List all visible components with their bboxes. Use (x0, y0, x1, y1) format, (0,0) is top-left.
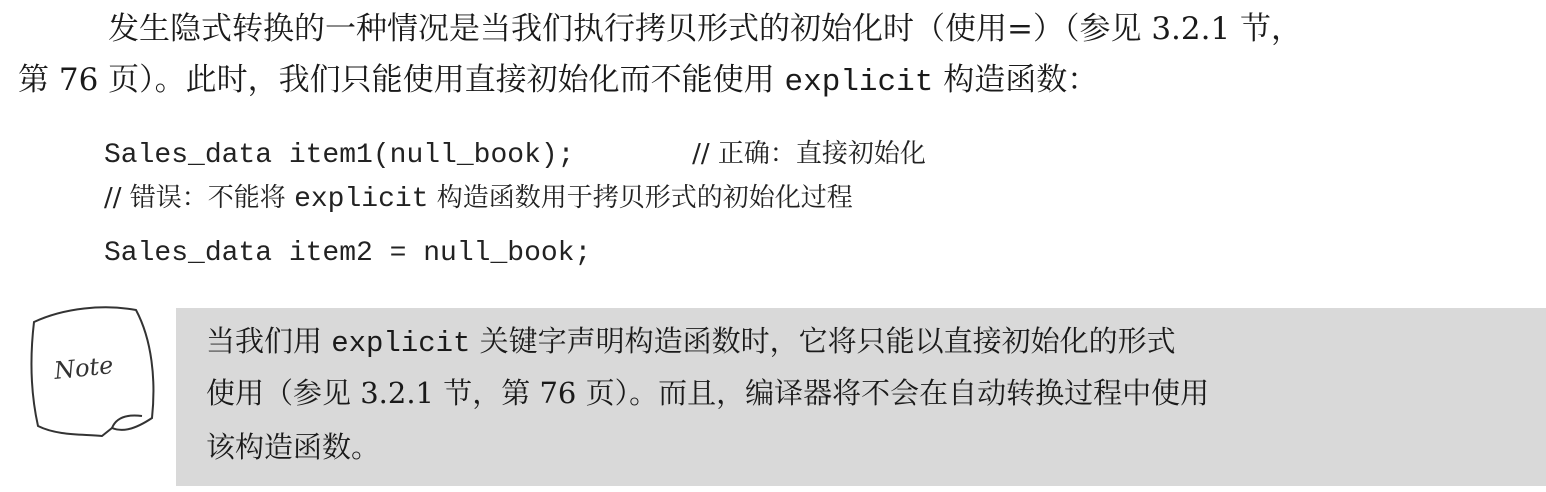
code-comment-2-prefix: // 错误：不能将 (104, 183, 295, 213)
code-comment-line-2 (104, 180, 853, 218)
paragraph-line-2-suffix: 构造函数： (933, 62, 1099, 98)
note-line-3: 该构造函数。 (206, 430, 381, 464)
note-line-1-suffix: 关键字声明构造函数时，它将只能以直接初始化的形式 (470, 324, 1176, 358)
code-comment-2-keyword: explicit (294, 184, 429, 215)
paragraph-line-2 (18, 60, 1098, 103)
code-statement-1: Sales_data item1(null_book); (104, 140, 693, 171)
explicit-keyword: explicit (784, 65, 934, 100)
note-icon-label: Note (52, 350, 115, 386)
note-line-2: 使用（参见 3.2.1 节，第 76 页）。而且，编译器将不会在自动转换过程中使用 (206, 376, 1210, 410)
paragraph-line-2-prefix: 第 76 页）。此时，我们只能使用直接初始化而不能使用 (18, 62, 785, 98)
note-line-1 (206, 322, 1176, 363)
code-comment-1: // 正确：直接初始化 (692, 139, 926, 169)
code-line-1 (104, 136, 926, 174)
note-explicit-keyword: explicit (331, 327, 471, 360)
note-box (176, 308, 1546, 486)
code-line-3: Sales_data item2 = null_book; (104, 238, 592, 269)
note-line-1-prefix: 当我们用 (206, 324, 332, 358)
code-comment-2-suffix: 构造函数用于拷贝形式的初始化过程 (428, 183, 853, 213)
paragraph-line-1: 发生隐式转换的一种情况是当我们执行拷贝形式的初始化时（使用=）（参见 3.2.1 节， (108, 11, 1303, 47)
